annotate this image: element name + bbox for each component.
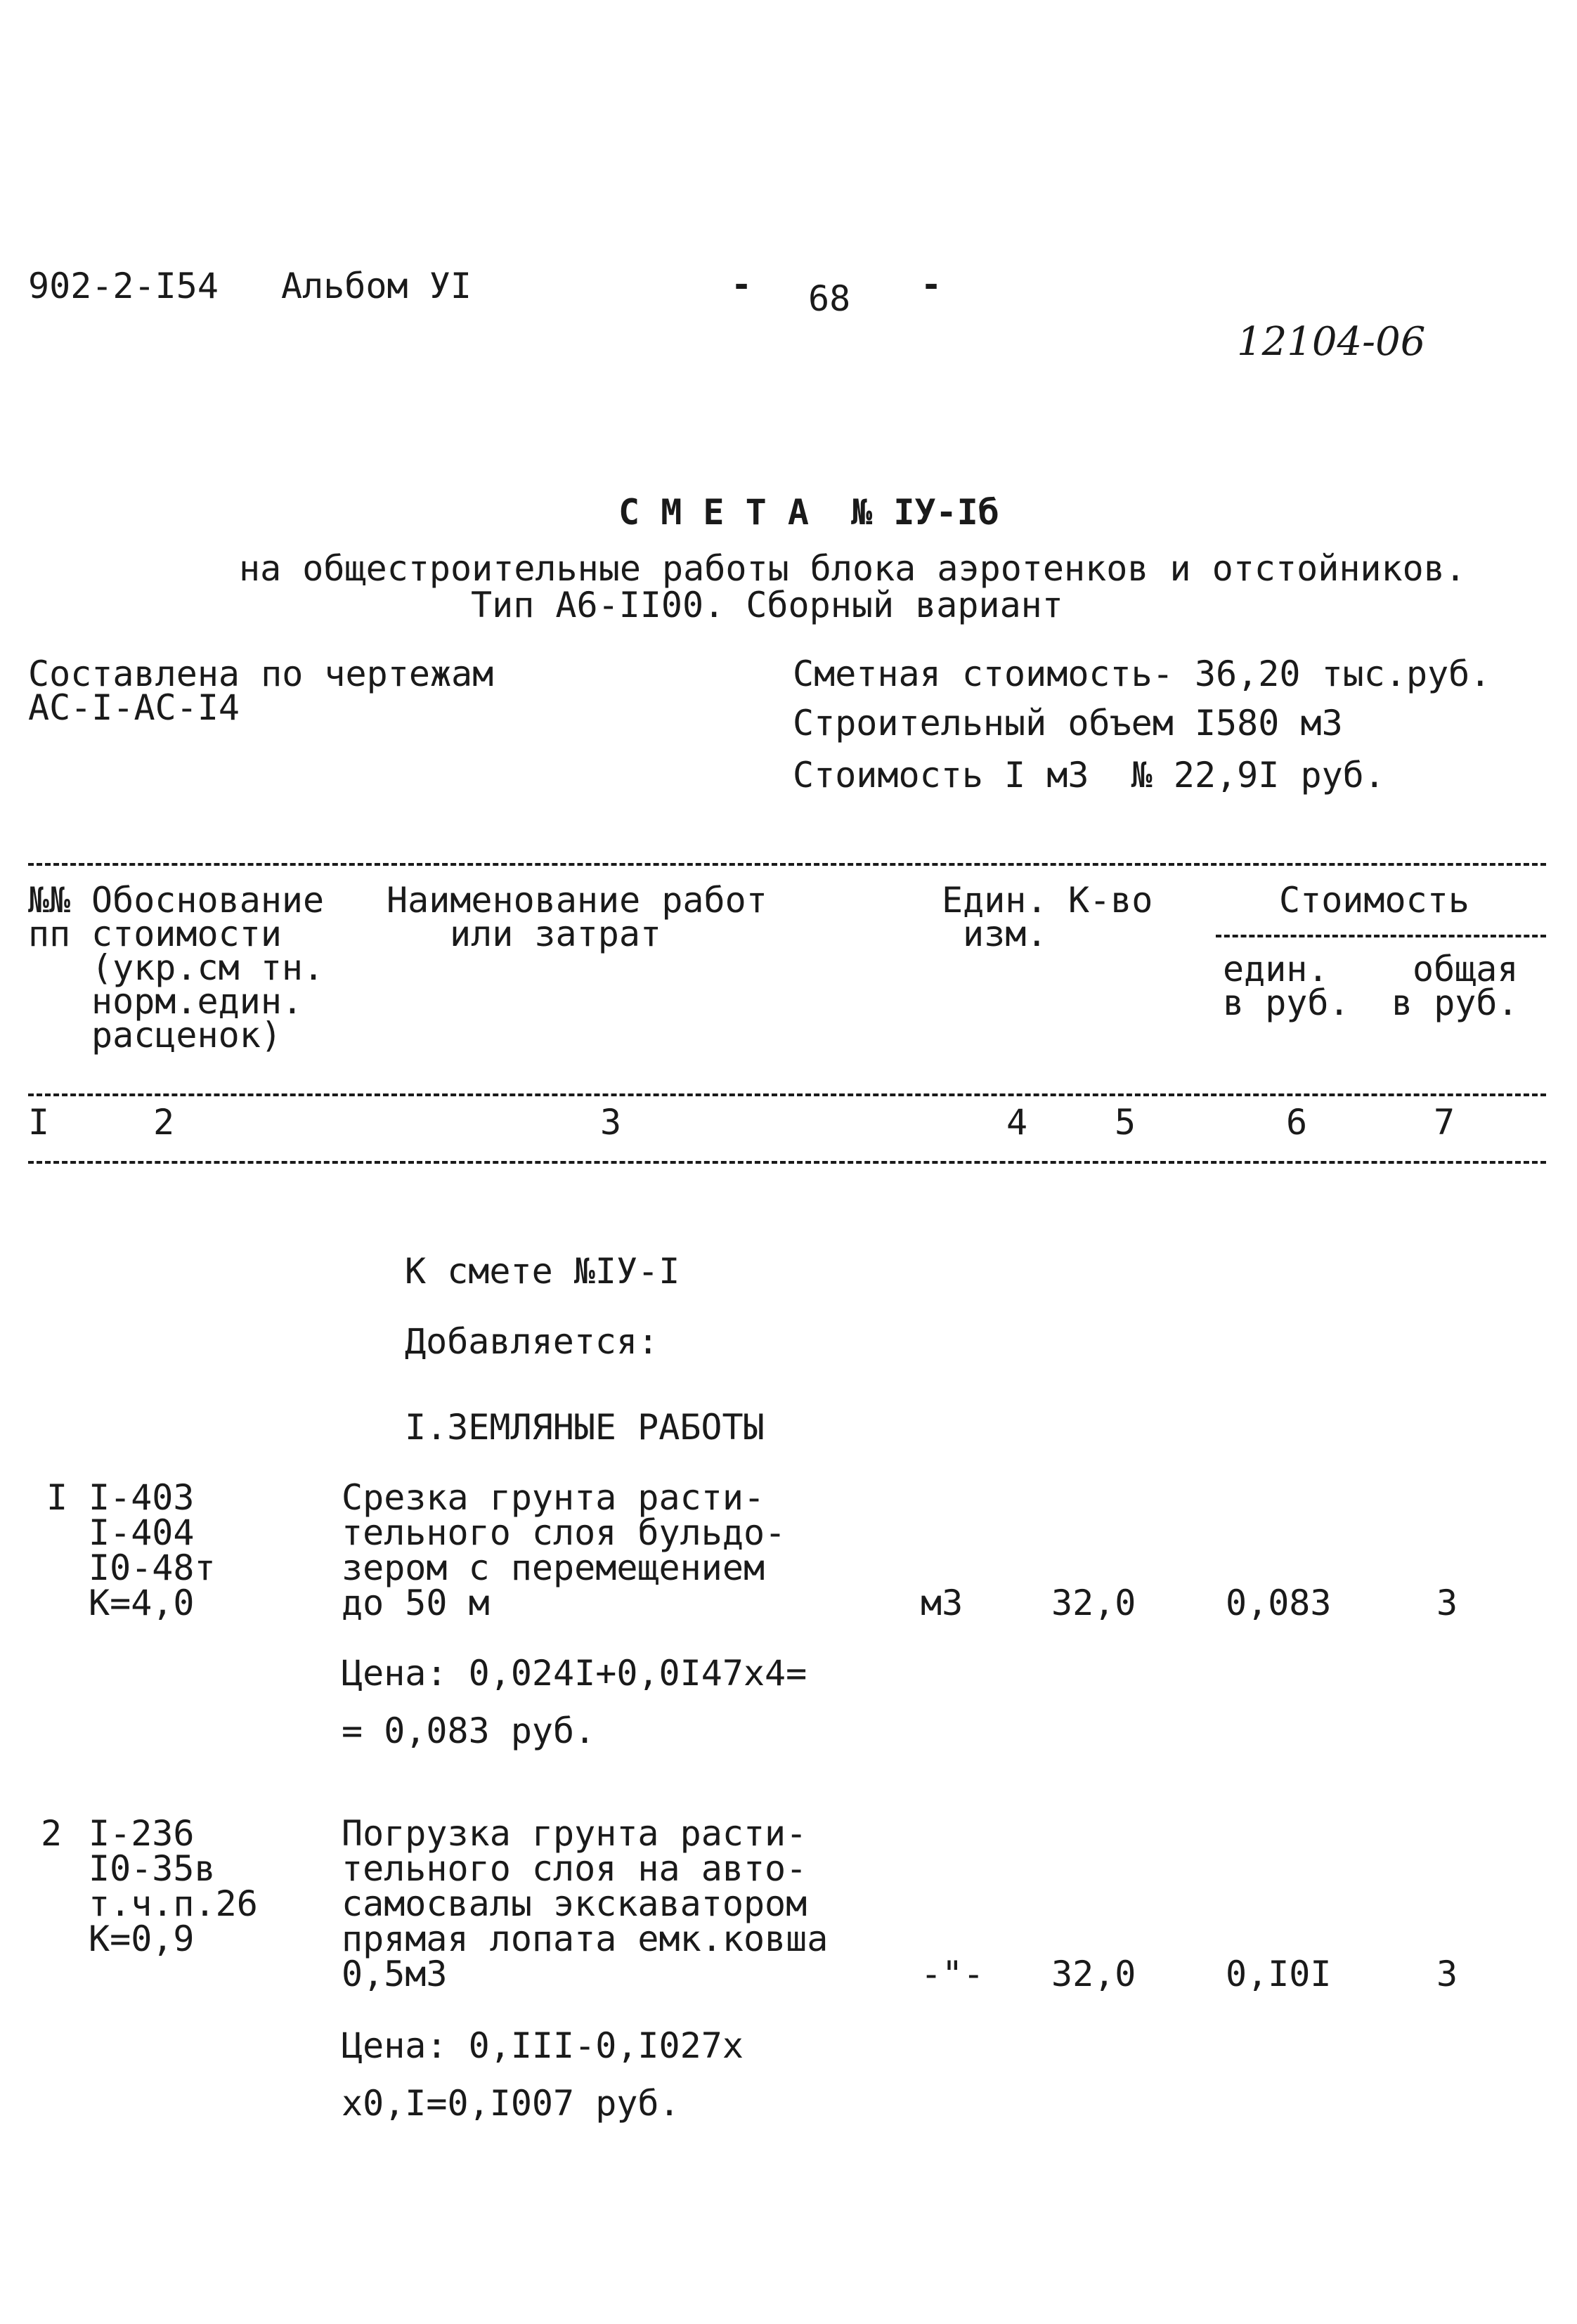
- row-number: I: [46, 1477, 68, 1518]
- row-unit: м3: [921, 1583, 963, 1623]
- header-col-cost: Стоимость: [1279, 880, 1469, 921]
- row-total: 3: [1436, 1954, 1458, 1994]
- estimate-subtitle-line2: Тип А6-II00. Сборный вариант: [471, 585, 1063, 625]
- page-dash-left: -: [731, 264, 753, 305]
- estimated-cost: Сметная стоимость- 36,20 тыс.руб.: [793, 654, 1491, 694]
- doc-code: 902-2-I54: [28, 266, 219, 306]
- row-qty: 32,0: [1051, 1954, 1136, 1994]
- row-unit: -"-: [921, 1954, 985, 1994]
- compiled-by-line1: Составлена по чертежам: [28, 654, 494, 694]
- section-title: I.ЗЕМЛЯНЫЕ РАБОТЫ: [405, 1407, 765, 1448]
- estimate-title: С М Е Т А № IУ-Iб: [618, 492, 999, 533]
- handwritten-number: 12104-06: [1237, 319, 1426, 365]
- unit-cost: Стоимость I м3 № 22,9I руб.: [793, 755, 1385, 796]
- page-number: 68: [808, 278, 851, 319]
- row-number: 2: [41, 1813, 63, 1854]
- estimate-subtitle-line1: на общестроительные работы блока аэротенков и отстойников.: [239, 548, 1466, 589]
- album-label: Альбом УI: [281, 266, 472, 306]
- numbers-bottom-rule: [28, 1161, 1546, 1164]
- row-price: 0,083: [1226, 1583, 1332, 1623]
- row-total: 3: [1436, 1583, 1458, 1623]
- header-col-qty: К-во: [1068, 880, 1153, 921]
- row-qty: 32,0: [1051, 1583, 1136, 1623]
- row-price: 0,I0I: [1226, 1954, 1332, 1994]
- page-dash-right: -: [921, 264, 942, 305]
- added-label: Добавляется:: [405, 1321, 659, 1362]
- header-bottom-rule: [28, 1093, 1546, 1096]
- cost-subrule: [1216, 935, 1546, 937]
- building-volume: Строительный объем I580 м3: [793, 703, 1343, 744]
- to-estimate: К смете №IУ-I: [405, 1251, 680, 1292]
- compiled-by-line2: АС-I-АС-I4: [28, 687, 240, 728]
- table-top-rule: [28, 863, 1546, 866]
